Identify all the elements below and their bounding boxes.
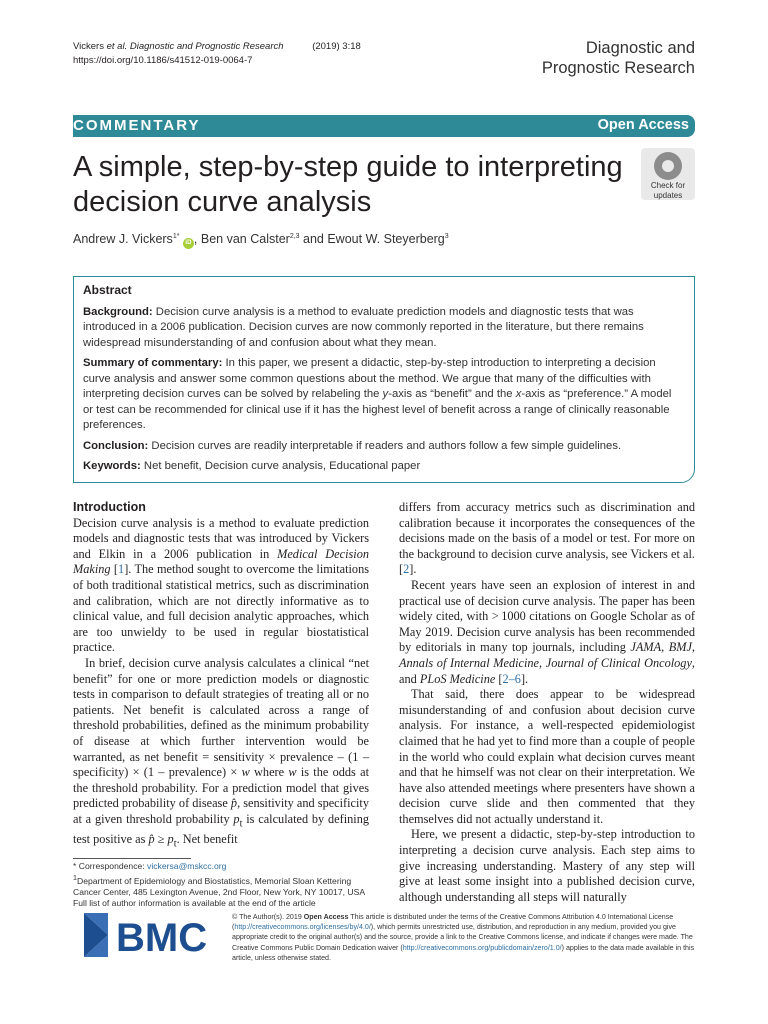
article-type-bar [73,115,695,137]
abstract-summary [83,356,683,434]
paragraph-text: , sensitivity and specificity at a given threshold probability [73,796,369,826]
author-name: and Ewout W. Steyerberg [299,232,445,246]
paragraph: Here, we present a didactic, step-by-step introduction to interpreting a decision curve analysis. Each step aims to give increasing understanding. Mastery of any step will give at least some insight into a published decision curve, although understanding all steps will naturally [399,827,695,904]
citation-etal: et al. [106,41,128,52]
bmc-logo-icon [82,911,222,959]
article-title: A simple, step-by-step guide to interpreting decision curve analysis [73,151,623,218]
reference-link[interactable]: 2 [403,562,410,577]
affiliation-sup: 1 [73,873,77,882]
author-name: , Ben van Calster [193,232,290,246]
license-part: © The Author(s). 2019 [232,913,304,921]
license-part: ), which permits unrestricted use, distribution, and reproduction in any medium, provided you give appropriate credit to the original author(s) and the source, provide a link to the Creative Commons license, and indicate if changes were made. The Creative Commons Public Domain Dedication waiver ( [232,923,693,952]
journal-name [542,38,695,78]
paragraph-text: is the odds at the threshold probability. For a prediction model that gives predicted probability of disease [73,765,369,811]
background-label: Background: [83,305,153,318]
paragraph-text: [ [110,562,119,577]
license-text [232,912,702,963]
keywords-label: Keywords: [83,460,141,472]
paragraph-text: , [691,640,695,655]
paragraph-text: , and [399,655,695,686]
math-var: w [288,765,297,780]
running-header [73,40,361,68]
paragraph-text: In brief, decision curve analysis calculates a clinical “net benefit” for one or more prediction models or diagnostic tests in comparison to default strategies of treating all or no patients. Net benefit is calculated across a range of threshold probabilities, defined as the minimum probability of disease at which further intervention would be warranted, as net benefit = sensitivity × prevalence – (1 – specificity) × (1 – prevalence) × [73,655,369,780]
body-column-right [399,500,695,905]
check-for-updates-badge[interactable] [641,148,695,200]
article-type-label: COMMENTARY [73,117,201,134]
license-part: ) applies to the data made available in this article, unless otherwise stated. [232,943,695,962]
full-author-info-note: Full list of author information is available at the end of the article [73,898,316,909]
summary-label: Summary of commentary: [83,357,223,369]
conclusion-text: Decision curves are readily interpretable if readers and authors follow a few simple guidelines. [148,439,622,452]
paragraph-text: differs from accuracy metrics such as discrimination and calibration because it incorporates the consequences of the decisions made on the basis of a model or test. For more on the background to decision curve analysis, see Vickers et al. [ [399,500,695,577]
citation-year: (2019) 3:18 [312,41,361,52]
math-var: p [167,831,174,846]
author-affiliation-sup: 2,3 [289,232,300,240]
summary-text: -axis as “benefit” and the [388,388,516,400]
author-affiliation-sup: 3 [444,232,449,240]
math-sub: t [173,838,177,850]
orcid-icon[interactable]: iD [183,238,194,249]
math-var: p [233,811,240,826]
abstract-background [83,305,683,352]
license-open-access: Open Access [303,913,349,921]
paragraph-text: ]. The method sought to overcome the limitations of both traditional statistical metrics, such as discrimination and calibration, which are not directly informative as to clinical value, and full decision analytic approaches, which are too unwieldy to be used in regular biostatistical practice. [73,562,370,655]
paragraph-text: ]. [409,562,417,577]
bmc-logo-text: BMC [116,916,208,959]
math-var: p̂ [230,796,238,811]
correspondence-email-link[interactable]: vickersa@mskcc.org [147,861,227,871]
journal-name-italic: PLoS Medicine [419,671,496,686]
license-url-link[interactable]: http://creativecommons.org/licenses/by/4.0/ [234,923,371,932]
paragraph-text: is calculated by defining test positive as [73,811,369,846]
paragraph-text: Recent years have seen an explosion of interest in and practical use of decision curve analysis. The paper has been widely cited, with > 1000 citations on Google Scholar as of May 2019. Decision curve analysis has been recommended by editorials in many top journals, including [399,577,695,655]
paragraph: That said, there does appear to be widespread misunderstanding of and confusion about decision curve analysis. For instance, a well-respected epidemiologist claimed that he had yet to find more than a couple of people in the world who could explain what decision curves meant and that he himself was not clear on their interpretation. We have also attended meetings where presenters have shown a decision curve slide and then commented that they themselves did not actually understand it. [399,687,695,826]
reference-link[interactable]: 1 [118,562,125,577]
abstract-keywords [83,459,683,475]
summary-x-var: x [515,388,522,400]
summary-text: In this paper, we present a didactic, step-by-step introduction to interpreting a decision curve analysis and answer some common questions about the method. We argue that many of the difficulties with interpreting decision curves can be solved by relabeling the [83,357,656,400]
summary-text: -axis as “preference.” A model or test can be recommended for clinical use if it has the highest level of benefit across a range of clinically reasonable preferences. [83,388,672,431]
license-part: This article is distributed under the terms of the Creative Commons Attribution 4.0 International License ( [232,913,674,932]
author-affiliation-sup: 1* [172,232,180,240]
check-for-updates-line2: updates [653,191,683,200]
reference-link[interactable]: 2–6 [502,671,521,686]
journal-name-line1: Diagnostic and [585,39,695,57]
journal-name-italic: Annals of Internal Medicine [399,655,540,670]
author-list [73,232,449,249]
footnotes [73,861,373,910]
journal-name-italic: Journal of Clinical Oncology [545,655,692,670]
abstract-conclusion [83,439,683,455]
abstract-heading: Abstract [83,283,132,297]
affiliation-text: Department of Epidemiology and Biostatistics, Memorial Sloan Kettering Cancer Center, 485 Lexington Avenue, 2nd Floor, New York, NY 10017, USA [73,875,366,897]
citation-journal: Diagnostic and Prognostic Research [129,41,284,52]
license-url-link[interactable]: http://creativecommons.org/publicdomain/zero/1.0/ [402,943,562,952]
doi-link[interactable]: https://doi.org/10.1186/s41512-019-0064-7 [73,55,253,66]
paragraph-text: [ [495,671,503,686]
math-var: w [241,765,250,780]
author-name: Andrew J. Vickers [73,232,173,246]
math-var: p̂ [148,831,155,846]
section-heading-introduction: Introduction [73,500,146,514]
journal-name-line2: Prognostic Research [541,59,695,77]
journal-name-italic: Medical Decision Making [73,546,369,577]
journal-name-italic: BMJ [668,640,692,655]
correspondence-line [73,861,373,873]
open-access-label: Open Access [597,117,689,133]
paragraph-text: ]. [520,671,529,686]
crossmark-icon [654,152,682,180]
paragraph-text: . Net benefit [176,831,238,846]
summary-y-var: y [382,388,389,400]
paragraph [399,578,695,687]
bmc-logo [82,911,222,959]
paragraph-text: , [661,640,669,655]
affiliation-line [73,873,373,899]
keywords-text: Net benefit, Decision curve analysis, Educational paper [140,460,421,472]
body-column-left [73,500,369,852]
correspondence-label: * Correspondence: [73,861,148,871]
paragraph-text: , [539,655,546,670]
conclusion-label: Conclusion: [83,439,149,452]
abstract-box [73,276,695,483]
footnote-divider [73,858,191,859]
paragraph [73,656,369,852]
paragraph-text: Decision curve analysis is a method to evaluate prediction models and diagnostic tests that was introduced by Vickers and Elkin in a 2006 publication in [73,515,369,561]
paragraph [73,516,369,656]
paragraph [399,500,695,578]
paragraph-text: where [249,765,289,780]
check-for-updates-line1: Check for [650,181,686,190]
citation-authors: Vickers [73,41,104,52]
paragraph-text: ≥ [154,831,168,846]
journal-name-italic: JAMA [630,640,662,655]
background-text: Decision curve analysis is a method to evaluate prediction models and diagnostic tests that was introduced in a 2006 publication. Decision curves are now commonly reported in the literature, but there remains widespread misunderstanding of and confusion about what they mean. [83,305,644,349]
math-sub: t [239,818,243,830]
